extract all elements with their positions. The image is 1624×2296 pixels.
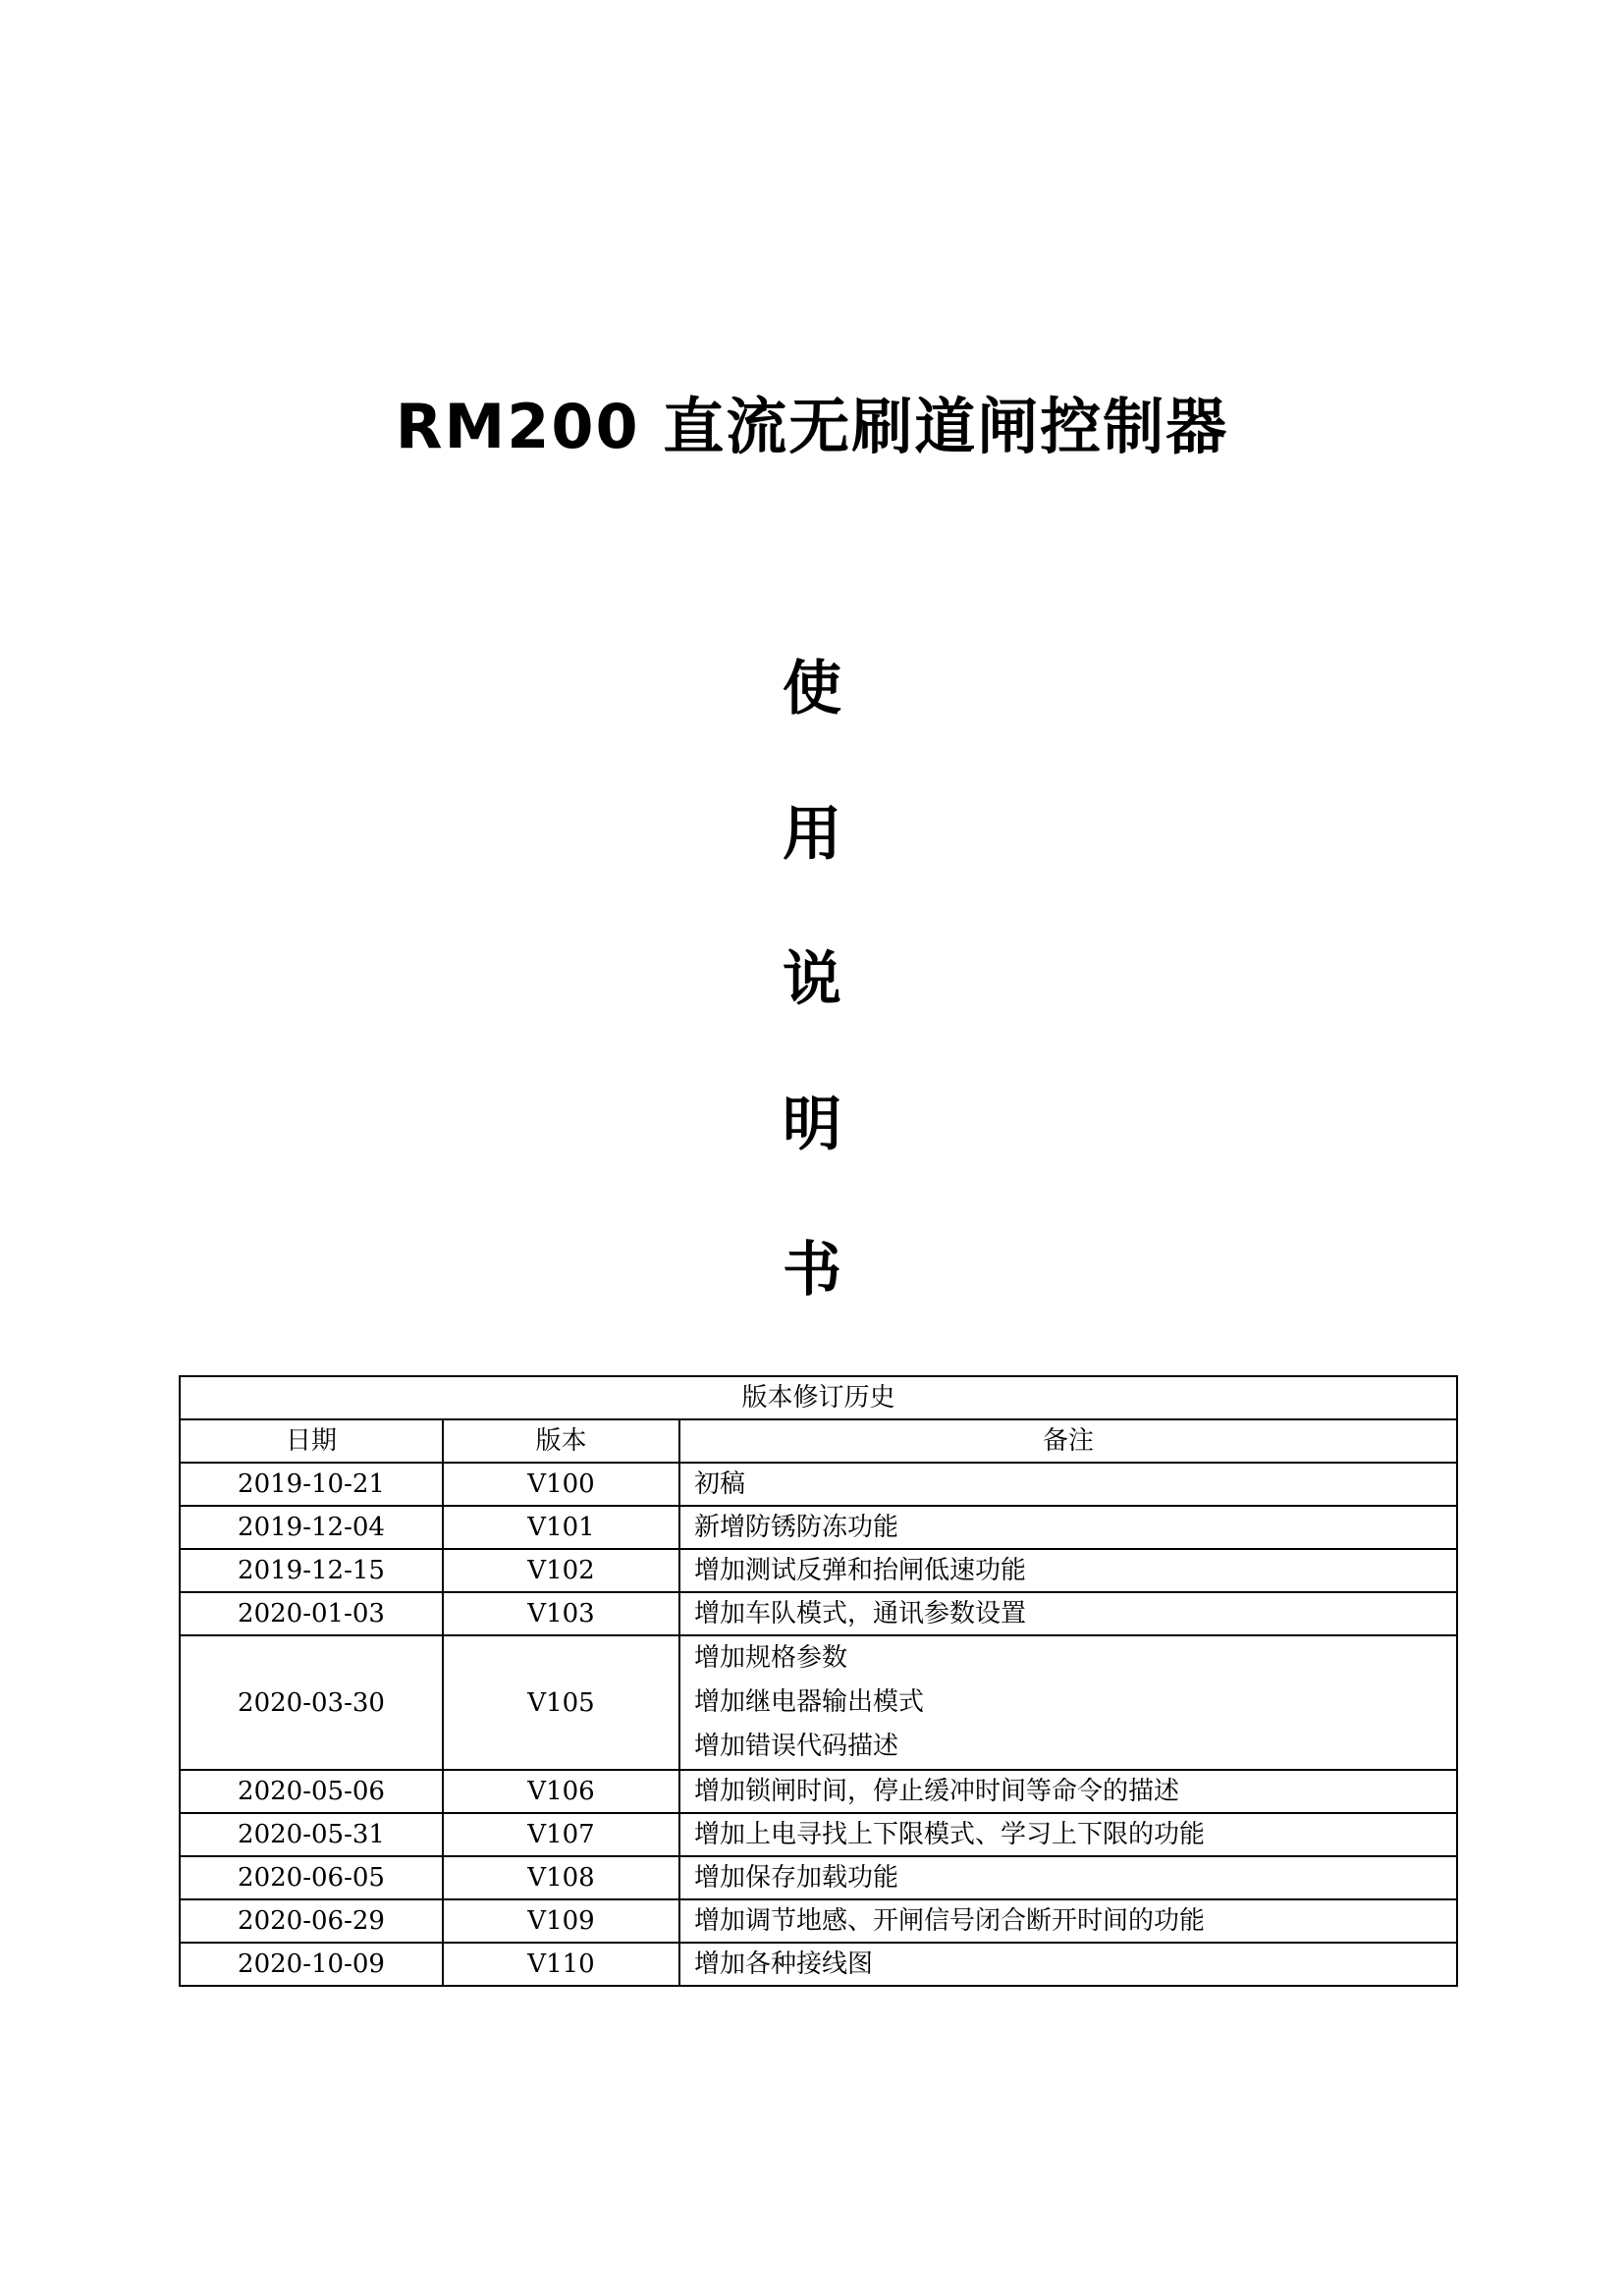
row-version: V109 [443,1899,679,1943]
row-version: V101 [443,1506,679,1549]
row-date: 2019-12-15 [180,1549,443,1592]
row-date: 2020-10-09 [180,1943,443,1986]
table-row [180,1770,1457,1813]
table-caption: 版本修订历史 [180,1376,1457,1419]
row-note-line: 增加继电器输出模式 [694,1687,925,1717]
row-note: 新增防锈防冻功能 [679,1506,1457,1549]
row-note-multiline [679,1635,1457,1770]
row-note: 增加各种接线图 [679,1943,1457,1986]
subtitle-char-2: 用 [783,800,841,869]
row-date: 2020-05-06 [180,1770,443,1813]
row-date: 2020-06-05 [180,1856,443,1899]
subtitle-char-5: 书 [783,1236,841,1305]
table-row [180,1463,1457,1506]
table-row [180,1592,1457,1635]
row-date: 2020-03-30 [180,1635,443,1770]
row-note: 增加调节地感、开闸信号闭合断开时间的功能 [679,1899,1457,1943]
row-version: V105 [443,1635,679,1770]
row-version: V106 [443,1770,679,1813]
row-date: 2020-01-03 [180,1592,443,1635]
row-version: V100 [443,1463,679,1506]
header-note: 备注 [679,1419,1457,1463]
revision-history-table [179,1375,1458,1987]
subtitle-char-1: 使 [783,655,841,723]
table-header-row [180,1419,1457,1463]
row-note: 增加上电寻找上下限模式、学习上下限的功能 [679,1813,1457,1856]
table-row [180,1899,1457,1943]
table-row [180,1506,1457,1549]
header-version: 版本 [443,1419,679,1463]
row-date: 2020-06-29 [180,1899,443,1943]
row-note-line: 增加错误代码描述 [694,1732,899,1761]
row-note: 增加车队模式，通讯参数设置 [679,1592,1457,1635]
subtitle-char-4: 明 [783,1091,841,1159]
table-row [180,1549,1457,1592]
row-date: 2019-10-21 [180,1463,443,1506]
row-note: 增加保存加载功能 [679,1856,1457,1899]
document-title: RM200 直流无刷道闸控制器 [395,391,1229,462]
row-note: 增加测试反弹和抬闸低速功能 [679,1549,1457,1592]
table-row [180,1635,1457,1770]
row-note: 增加锁闸时间，停止缓冲时间等命令的描述 [679,1770,1457,1813]
table-row [180,1856,1457,1899]
row-version: V107 [443,1813,679,1856]
row-version: V102 [443,1549,679,1592]
header-date: 日期 [180,1419,443,1463]
subtitle-char-3: 说 [783,945,841,1014]
row-version: V110 [443,1943,679,1986]
row-note: 初稿 [679,1463,1457,1506]
table-row [180,1813,1457,1856]
row-date: 2020-05-31 [180,1813,443,1856]
row-version: V108 [443,1856,679,1899]
row-version: V103 [443,1592,679,1635]
table-caption-row [180,1376,1457,1419]
table-row [180,1943,1457,1986]
row-date: 2019-12-04 [180,1506,443,1549]
row-note-line: 增加规格参数 [694,1643,848,1673]
